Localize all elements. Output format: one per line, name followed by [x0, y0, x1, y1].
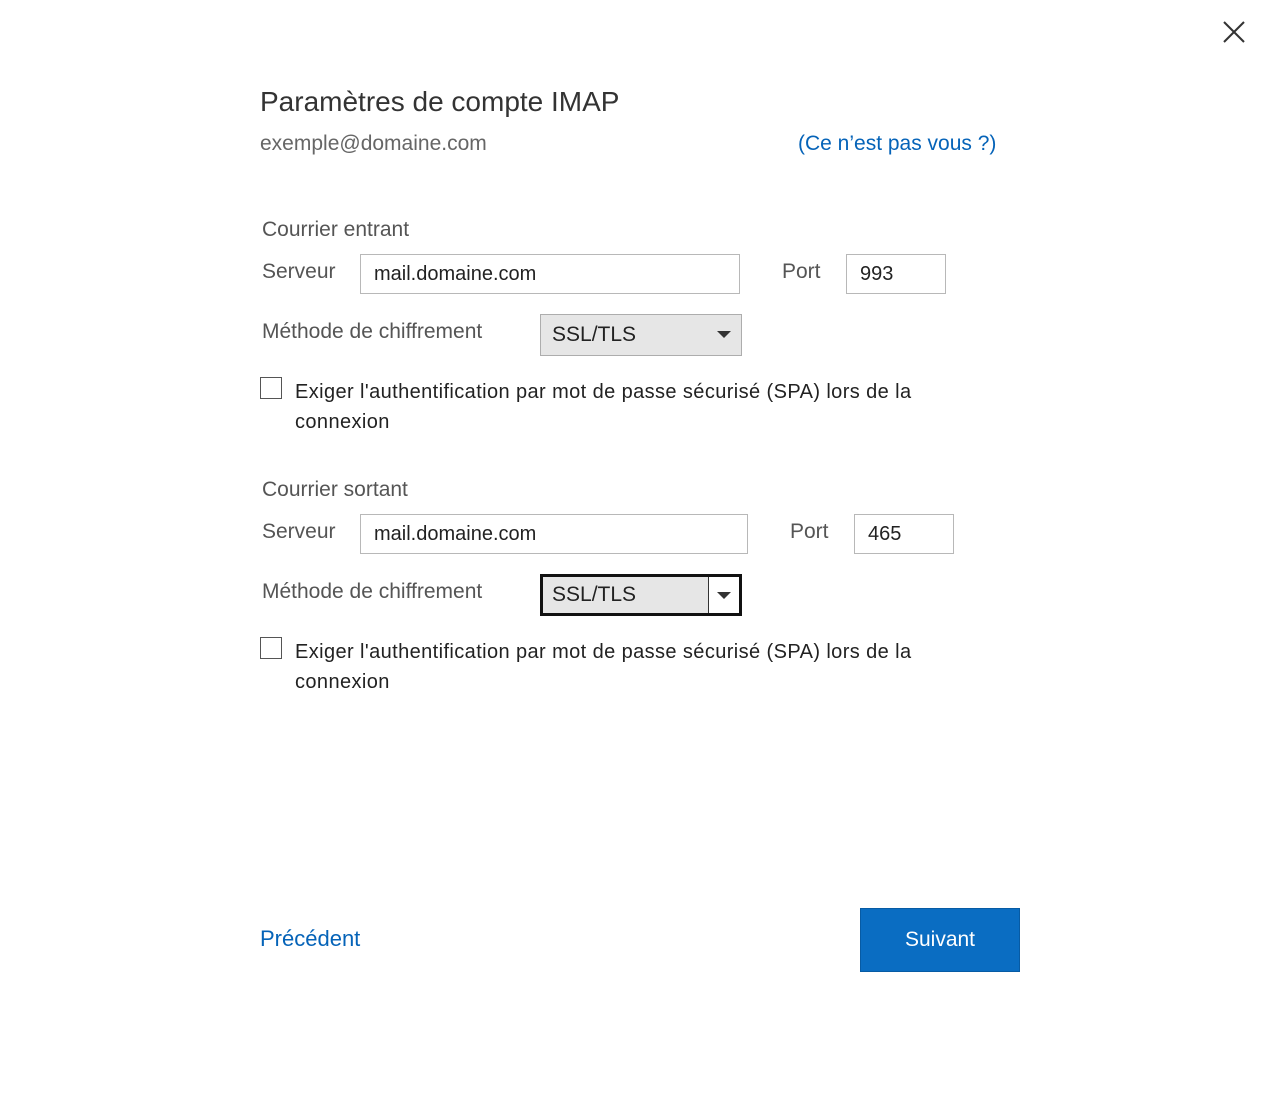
- incoming-spa-label[interactable]: Exiger l'authentification par mot de passe sécurisé (SPA) lors de la connexion: [295, 381, 912, 433]
- incoming-server-label: Serveur: [262, 260, 336, 283]
- outgoing-port-label: Port: [790, 520, 829, 543]
- previous-link[interactable]: Précédent: [260, 926, 361, 951]
- outgoing-server-input[interactable]: [360, 514, 748, 554]
- next-button[interactable]: Suivant: [860, 908, 1020, 972]
- outgoing-port-input[interactable]: [854, 514, 954, 554]
- incoming-port-input[interactable]: [846, 254, 946, 294]
- outgoing-mail-heading: Courrier sortant: [262, 478, 408, 501]
- outgoing-encryption-select[interactable]: [540, 574, 742, 616]
- not-you-link[interactable]: (Ce n’est pas vous ?): [798, 132, 997, 155]
- chevron-down-icon: [717, 331, 731, 338]
- account-email: exemple@domaine.com: [260, 132, 487, 155]
- incoming-mail-heading: Courrier entrant: [262, 218, 410, 241]
- incoming-encryption-select[interactable]: [540, 314, 742, 356]
- outgoing-server-label: Serveur: [262, 520, 336, 543]
- outgoing-spa-checkbox[interactable]: [260, 637, 282, 659]
- close-button[interactable]: [1216, 14, 1252, 50]
- incoming-server-input[interactable]: [360, 254, 740, 294]
- incoming-encryption-label: Méthode de chiffrement: [262, 320, 483, 343]
- incoming-port-label: Port: [782, 260, 821, 283]
- outgoing-spa-label[interactable]: Exiger l'authentification par mot de passe sécurisé (SPA) lors de la connexion: [295, 641, 912, 693]
- outgoing-encryption-label: Méthode de chiffrement: [262, 580, 483, 603]
- incoming-spa-checkbox[interactable]: [260, 377, 282, 399]
- outgoing-encryption-value: SSL/TLS: [552, 583, 637, 606]
- chevron-down-icon: [717, 592, 731, 599]
- close-icon: [1216, 14, 1252, 50]
- incoming-encryption-value: SSL/TLS: [552, 323, 637, 346]
- dialog-title: Paramètres de compte IMAP: [260, 86, 620, 117]
